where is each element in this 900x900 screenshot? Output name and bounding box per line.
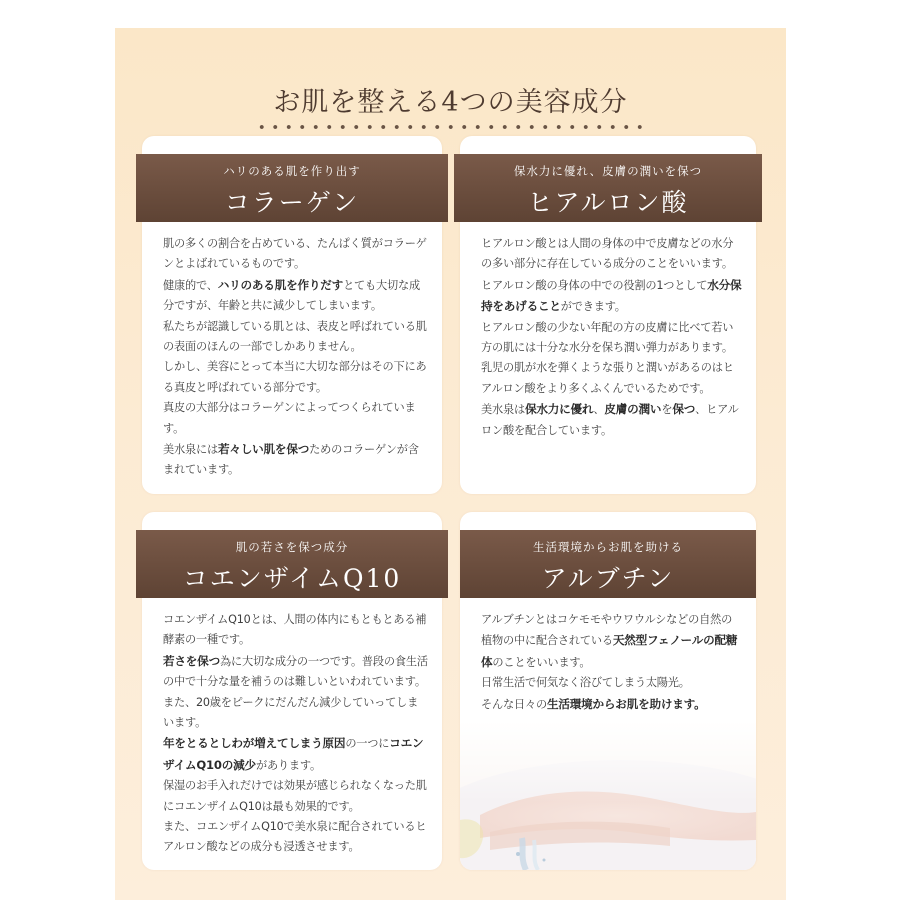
emphasis-text: 天然型フェノールの配糖体 [481,633,738,669]
card-header-band [454,154,762,222]
emphasis-text: 皮膚の潤い [604,402,662,417]
card-ingredient-name: コエンザイムQ10 [182,564,402,593]
description-text: 日常生活で何気なく浴びてしまう太陽光。 [481,676,690,690]
card-subtitle: 肌の若さを保つ成分 [235,540,349,554]
description-text: ヒアルロン酸の身体の中での役割の1つとして [481,278,708,292]
emphasis-text: 水分保持をあげること [481,277,742,314]
description-paragraph [163,439,428,481]
description-text: アルブチンとはコケモモやウワウルシなどの自然の植物の中に配合されている [481,613,733,648]
description-text: 美水泉には [163,443,218,457]
emphasis-text: コエンザイムQ10の減少 [163,736,424,772]
description-text: 真皮の大部分はコラーゲンによってつくられています。 [163,401,416,435]
description-text: 、ヒアルロン酸を配合しています。 [481,403,739,437]
card-ingredient-name: コラーゲン [224,188,360,217]
card-hyaluronic-acid [460,136,756,494]
description-paragraph [163,317,428,358]
dotted-divider [255,124,646,130]
description-text: ためのコラーゲンが含まれています。 [163,443,419,477]
card-description [481,234,742,441]
card-header-band [460,530,756,598]
description-text: ヒアルロン酸とは人間の身体の中で皮膚などの水分の多い部分に存在している成分のことをいいます。 [481,237,734,271]
card-header-band [136,530,448,598]
card-description [163,234,428,481]
description-paragraph [481,358,742,399]
description-text: の一つに [345,737,390,751]
description-text: 乳児の肌が水を弾くような張りと潤いがあるのはヒアルロン酸をより多くふくんでいるためです。 [481,361,734,395]
description-text: を [661,403,673,417]
description-paragraph [481,399,742,441]
emphasis-text: 年をとるとしわが増えてしまう原因 [163,736,346,751]
description-text: ができます。 [560,300,626,314]
description-text: 保湿のお手入れだけでは効果が感じられなくなった肌にコエンザイムQ10は最も効果的です。 [163,779,427,813]
description-paragraph [481,610,742,673]
water-hands-image [460,720,756,870]
page-title: お肌を整える4つの美容成分 [273,87,628,118]
card-description [481,610,742,715]
card-subtitle: ハリのある肌を作り出す [223,164,361,178]
description-text: 健康的で、 [163,278,218,292]
emphasis-text: 保水力に優れ [524,402,594,417]
description-paragraph [163,733,428,776]
card-coenzyme-q10 [142,512,442,870]
card-subtitle: 保水力に優れ、皮膚の潤いを保つ [513,164,703,178]
description-text: のことをいいます。 [492,655,591,669]
description-text: しかし、美容にとって本当に大切な部分はその下にある真皮と呼ばれている部分です。 [163,360,427,394]
description-paragraph [163,651,428,734]
emphasis-text: 若々しい肌を保つ [217,442,310,457]
card-subtitle: 生活環境からお肌を助ける [533,540,683,554]
description-paragraph [481,673,742,693]
description-paragraph [481,694,742,715]
description-paragraph [481,275,742,318]
description-paragraph [163,234,428,275]
description-paragraph [163,776,428,817]
emphasis-text: ハリのある肌を作りだす [217,277,344,292]
description-text: 私たちが認識している肌とは、表皮と呼ばれている肌の表面のほんの一部でしかありません。 [163,319,427,354]
card-header-band [136,154,448,222]
description-text: コエンザイムQ10とは、人間の体内にもともとある補酵素の一種です。 [163,613,427,647]
description-text: 肌の多くの割合を占めている、たんぱく質がコラーゲンとよばれているものです。 [163,237,427,271]
description-text: また、コエンザイムQ10で美水泉に配合されているヒアルロン酸などの成分も浸透させます。 [163,820,427,854]
description-text: 美水泉は [481,403,525,417]
card-ingredient-name: ヒアルロン酸 [527,188,689,217]
description-paragraph [163,357,428,398]
card-collagen [142,136,442,494]
description-text: 、 [593,403,605,417]
description-paragraph [163,817,428,858]
emphasis-text: 生活環境からお肌を助けます。 [546,696,706,711]
description-paragraph [163,610,428,651]
description-text: そんな日々の [481,697,547,711]
card-arbutin [460,512,756,870]
card-ingredient-name: アルブチン [541,564,675,593]
description-text: ヒアルロン酸の少ない年配の方の皮膚に比べて若い方の肌には十分な水分を保ち潤い弾力があります。 [481,320,734,355]
description-paragraph [481,234,742,275]
emphasis-text: 若さを保つ [163,653,220,668]
description-paragraph [163,398,428,439]
description-text: 為に大切な成分の一つです。普段の食生活の中で十分な量を補うのは難しいといわれています。また、20歳をピークにだんだん減少していってしまいます。 [163,654,428,730]
description-paragraph [481,318,742,359]
description-text: とても大切な成分ですが、年齢と共に減少してしまいます。 [163,278,420,313]
card-description [163,610,428,858]
description-paragraph [163,275,428,317]
emphasis-text: 保つ [672,402,696,417]
description-text: があります。 [255,758,321,772]
